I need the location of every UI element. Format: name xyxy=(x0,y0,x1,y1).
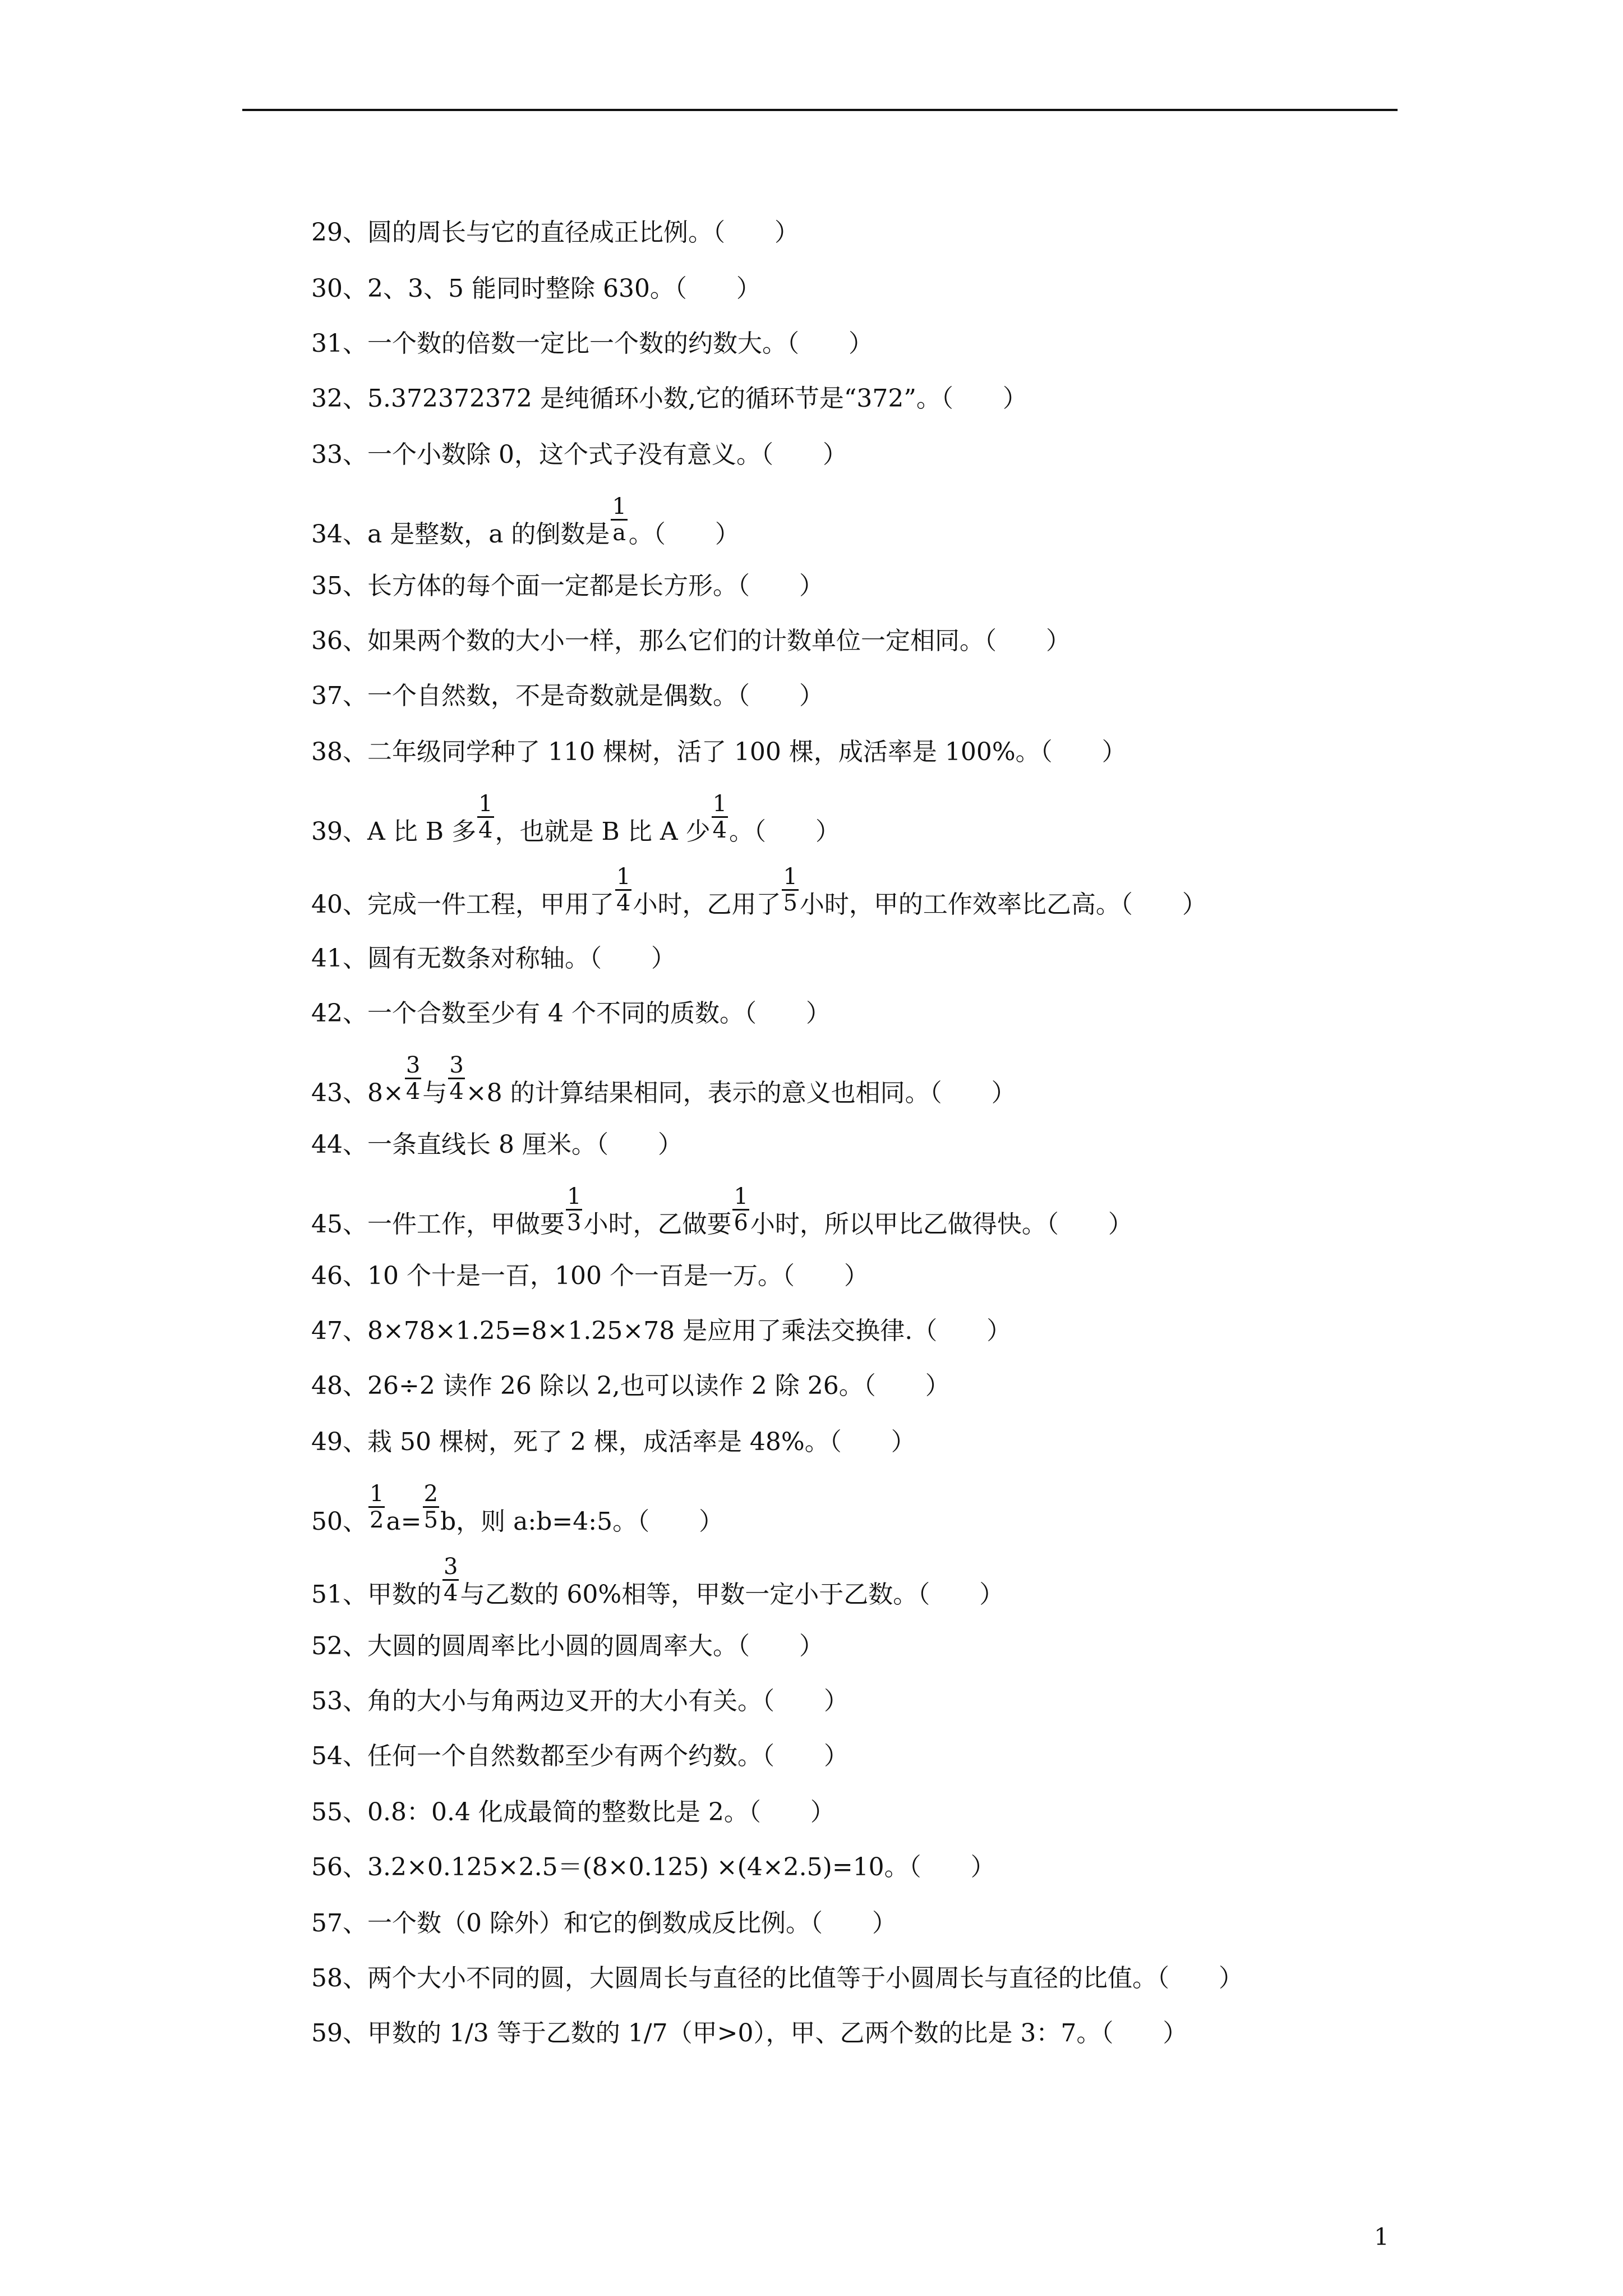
question-number: 49 xyxy=(311,1428,343,1456)
fraction-denominator: 3 xyxy=(567,1210,582,1236)
fraction-denominator: 4 xyxy=(616,890,631,916)
question-text: 、完成一件工程，甲用了 xyxy=(343,890,614,919)
question-item xyxy=(311,1796,835,1829)
fraction xyxy=(368,1481,385,1533)
question-text: 。（ ） xyxy=(729,817,841,846)
fraction xyxy=(566,1184,582,1235)
question-number: 37 xyxy=(311,682,343,710)
fraction-denominator: 4 xyxy=(712,817,727,843)
question-item xyxy=(311,1184,1133,1239)
question-item xyxy=(311,327,873,361)
question-number: 53 xyxy=(311,1687,343,1715)
fraction-numerator: 3 xyxy=(449,1052,464,1078)
fraction-numerator: 1 xyxy=(616,864,631,890)
question-text: 、5.372372372 是纯循环小数,它的循环节是“372”。（ ） xyxy=(343,384,1027,413)
question-number: 59 xyxy=(311,2019,343,2047)
question-item xyxy=(311,1630,824,1663)
question-item xyxy=(311,942,676,976)
question-number: 50 xyxy=(311,1507,343,1536)
question-text: 、 xyxy=(343,1507,367,1536)
question-text: 、8× xyxy=(343,1079,404,1107)
question-item xyxy=(311,1851,995,1884)
fraction-numerator: 1 xyxy=(370,1481,384,1507)
question-item xyxy=(311,864,1207,919)
question-text: 、甲数的 xyxy=(343,1580,441,1609)
question-text: 、圆的周长与它的直径成正比例。（ ） xyxy=(343,218,799,247)
question-text: 小时，乙用了 xyxy=(633,890,781,919)
fraction-denominator: 5 xyxy=(423,1507,439,1533)
question-number: 46 xyxy=(311,1262,343,1290)
question-text: 、一个小数除 0，这个式子没有意义。（ ） xyxy=(343,440,847,469)
fraction-numerator: 2 xyxy=(423,1481,439,1507)
question-text: 与乙数的 60%相等，甲数一定小于乙数。（ ） xyxy=(460,1580,1004,1609)
question-number: 34 xyxy=(311,520,343,549)
question-item xyxy=(311,438,847,472)
question-item xyxy=(311,569,824,603)
question-text: 、8×78×1.25=8×1.25×78 是应用了乘法交换律.（ ） xyxy=(343,1317,1012,1345)
question-text: 、圆有无数条对称轴。（ ） xyxy=(343,944,676,973)
question-item xyxy=(311,1481,724,1536)
question-item xyxy=(311,791,841,846)
question-text: ×8 的计算结果相同，表示的意义也相同。（ ） xyxy=(465,1079,1016,1107)
question-text: 、一个数的倍数一定比一个数的约数大。（ ） xyxy=(343,329,873,358)
question-item xyxy=(311,1314,1011,1348)
question-text: 、一条直线长 8 厘米。（ ） xyxy=(343,1130,683,1159)
fraction-numerator: 1 xyxy=(783,864,797,890)
question-text: 小时，所以甲比乙做得快。（ ） xyxy=(750,1210,1133,1239)
fraction-numerator: 1 xyxy=(612,494,626,519)
fraction-denominator: 4 xyxy=(444,1580,458,1606)
question-text: b，则 a:b=4:5。（ ） xyxy=(440,1507,724,1536)
question-text: 、一件工作，甲做要 xyxy=(343,1210,565,1239)
header-rule xyxy=(242,109,1398,111)
fraction-denominator: 4 xyxy=(405,1079,421,1105)
question-number: 44 xyxy=(311,1130,343,1159)
question-item xyxy=(311,1554,1004,1609)
question-number: 31 xyxy=(311,329,343,358)
question-number: 51 xyxy=(311,1580,343,1609)
question-number: 55 xyxy=(311,1798,343,1826)
question-item xyxy=(311,494,740,549)
fraction xyxy=(611,494,627,545)
question-number: 35 xyxy=(311,572,343,600)
fraction-denominator: a xyxy=(612,520,626,546)
fraction xyxy=(732,1184,749,1235)
question-number: 47 xyxy=(311,1317,343,1345)
fraction xyxy=(405,1053,421,1104)
question-text: 、角的大小与角两边叉开的大小有关。（ ） xyxy=(343,1687,849,1715)
question-number: 43 xyxy=(311,1079,343,1107)
question-text: 、二年级同学种了 110 棵树，活了 100 棵，成活率是 100%。（ ） xyxy=(343,738,1127,766)
question-text: 、0.8：0.4 化成最简的整数比是 2。（ ） xyxy=(343,1798,835,1826)
question-item xyxy=(311,1907,897,1940)
fraction-numerator: 1 xyxy=(734,1184,748,1209)
question-number: 54 xyxy=(311,1742,343,1770)
fraction-numerator: 3 xyxy=(405,1052,421,1078)
question-number: 40 xyxy=(311,890,343,919)
question-item xyxy=(311,2017,1187,2050)
question-text: 、任何一个自然数都至少有两个约数。（ ） xyxy=(343,1742,849,1770)
question-number: 57 xyxy=(311,1909,343,1938)
fraction-denominator: 5 xyxy=(783,890,797,916)
question-text: 、2、3、5 能同时整除 630。（ ） xyxy=(343,274,761,303)
fraction-numerator: 1 xyxy=(712,791,727,817)
question-number: 36 xyxy=(311,627,343,655)
question-number: 33 xyxy=(311,440,343,469)
question-text: 、一个数（0 除外）和它的倒数成反比例。（ ） xyxy=(343,1909,897,1938)
fraction-numerator: 1 xyxy=(567,1184,582,1209)
question-text: 、甲数的 1/3 等于乙数的 1/7（甲>0），甲、乙两个数的比是 3：7。（ ） xyxy=(343,2019,1188,2047)
question-text: 与 xyxy=(422,1079,448,1107)
question-text: 、A 比 B 多 xyxy=(343,817,477,846)
question-text: 小时，乙做要 xyxy=(583,1210,732,1239)
question-text: 、a 是整数，a 的倒数是 xyxy=(343,520,610,549)
question-text: 小时，甲的工作效率比乙高。（ ） xyxy=(799,890,1207,919)
fraction xyxy=(448,1053,464,1104)
question-text: 、一个合数至少有 4 个不同的质数。（ ） xyxy=(343,999,831,1028)
question-number: 38 xyxy=(311,738,343,766)
fraction xyxy=(442,1554,459,1605)
question-number: 30 xyxy=(311,274,343,303)
question-item xyxy=(311,1740,849,1773)
fraction-numerator: 3 xyxy=(444,1554,458,1580)
question-number: 29 xyxy=(311,218,343,247)
question-number: 48 xyxy=(311,1372,343,1400)
question-text: 、如果两个数的大小一样，那么它们的计数单位一定相同。（ ） xyxy=(343,627,1071,655)
question-number: 42 xyxy=(311,999,343,1028)
fraction xyxy=(712,792,728,843)
fraction xyxy=(782,864,798,915)
question-item xyxy=(311,1962,1243,1995)
fraction-denominator: 4 xyxy=(478,817,493,843)
question-number: 58 xyxy=(311,1964,343,1993)
question-text: ，也就是 B 比 A 少 xyxy=(495,817,711,846)
fraction xyxy=(615,864,631,915)
fraction-denominator: 2 xyxy=(370,1507,384,1533)
question-item xyxy=(311,997,831,1030)
question-text: 、26÷2 读作 26 除以 2,也可以读作 2 除 26。（ ） xyxy=(343,1372,950,1400)
question-item xyxy=(311,382,1027,416)
fraction xyxy=(423,1481,439,1533)
question-number: 39 xyxy=(311,817,343,846)
question-item xyxy=(311,216,799,250)
question-item xyxy=(311,1052,1016,1107)
question-item xyxy=(311,1369,950,1403)
question-text: 、栽 50 棵树，死了 2 棵，成活率是 48%。（ ） xyxy=(343,1428,916,1456)
question-item xyxy=(311,1425,916,1459)
fraction-denominator: 4 xyxy=(449,1079,464,1105)
question-number: 52 xyxy=(311,1632,343,1660)
question-text: 。（ ） xyxy=(628,520,740,549)
question-text: 、长方体的每个面一定都是长方形。（ ） xyxy=(343,572,824,600)
question-item xyxy=(311,272,761,306)
question-number: 32 xyxy=(311,384,343,413)
question-number: 56 xyxy=(311,1853,343,1881)
question-text: a= xyxy=(386,1507,422,1536)
question-item xyxy=(311,1128,683,1162)
fraction-denominator: 6 xyxy=(734,1210,748,1236)
question-item xyxy=(311,735,1127,769)
page-number: 1 xyxy=(1374,2223,1389,2251)
question-item xyxy=(311,624,1071,658)
question-item xyxy=(311,1685,849,1718)
question-number: 41 xyxy=(311,944,343,973)
question-text: 、3.2×0.125×2.5＝(8×0.125) ×(4×2.5)=10。（ ） xyxy=(343,1853,995,1881)
question-text: 、两个大小不同的圆，大圆周长与直径的比值等于小圆周长与直径的比值。（ ） xyxy=(343,1964,1243,1993)
fraction-numerator: 1 xyxy=(478,791,493,817)
question-item xyxy=(311,679,824,713)
question-text: 、10 个十是一百，100 个一百是一万。（ ） xyxy=(343,1262,869,1290)
fraction xyxy=(477,792,494,843)
question-item xyxy=(311,1259,869,1293)
question-text: 、一个自然数，不是奇数就是偶数。（ ） xyxy=(343,682,824,710)
question-text: 、大圆的圆周率比小圆的圆周率大。（ ） xyxy=(343,1632,824,1660)
question-number: 45 xyxy=(311,1210,343,1239)
